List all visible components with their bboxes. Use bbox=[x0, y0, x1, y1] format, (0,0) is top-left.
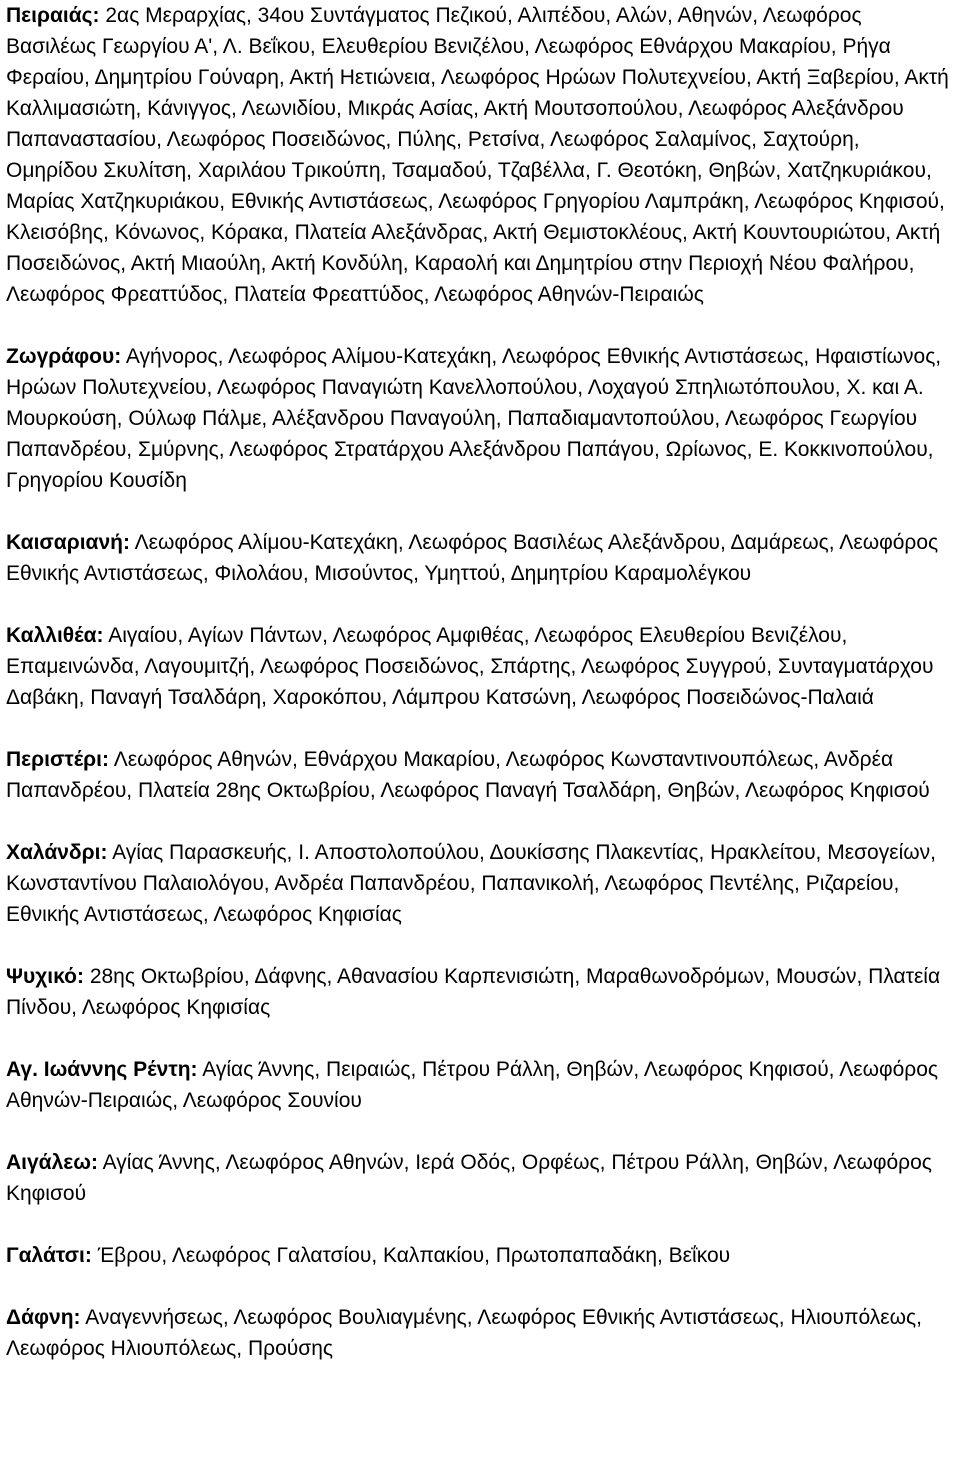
section-aigaleo bbox=[6, 1147, 954, 1209]
street-list: Αιγαίου, Αγίων Πάντων, Λεωφόρος Αμφιθέας, Λεωφόρος Ελευθερίου Βενιζέλου, Επαμεινώνδα, Λαγουμιτζή, Λεωφόρος Ποσειδώνος, Σπάρτης, Λεωφόρος Συγγρού, Συνταγματάρχου Δαβάκη, Παναγή Τσαλδάρη, Χαροκόπου, Λάμπρου Κατσώνη, Λεωφόρος Ποσειδώνος-Παλαιά bbox=[6, 624, 934, 709]
section-peristeri bbox=[6, 744, 954, 806]
area-name: Καισαριανή: bbox=[6, 531, 130, 554]
area-name: Πειραιάς: bbox=[6, 4, 100, 27]
street-list: Αγήνορος, Λεωφόρος Αλίμου-Κατεχάκη, Λεωφόρος Εθνικής Αντιστάσεως, Ηφαιστίωνος, Ηρώων Πολυτεχνείου, Λεωφόρος Παναγιώτη Κανελλοπούλου, Λοχαγού Σπηλιωτόπουλου, Χ. και Α. Μουρκούση, Ούλωφ Πάλμε, Αλέξανδρου Παναγούλη, Παπαδιαμαντοπούλου, Λεωφόρος Γεωργίου Παπανδρέου, Σμύρνης, Λεωφόρος Στρατάρχου Αλεξάνδρου Παπάγου, Ωρίωνος, Ε. Κοκκινοπούλου, Γρηγορίου Κουσίδη bbox=[6, 345, 942, 492]
street-list: Αγίας Άννης, Πειραιώς, Πέτρου Ράλλη, Θηβών, Λεωφόρος Κηφισού, Λεωφόρος Αθηνών-Πειραιώς, Λεωφόρος Σουνίου bbox=[6, 1058, 939, 1112]
document-body bbox=[6, 0, 954, 1364]
area-name: Γαλάτσι: bbox=[6, 1244, 92, 1267]
section-peiraias bbox=[6, 0, 954, 310]
area-name: Περιστέρι: bbox=[6, 748, 109, 771]
area-name: Ζωγράφου: bbox=[6, 345, 122, 368]
section-psychiko bbox=[6, 961, 954, 1023]
section-galatsi bbox=[6, 1240, 954, 1271]
street-list: 2ας Μεραρχίας, 34ου Συντάγματος Πεζικού, Αλιπέδου, Αλών, Αθηνών, Λεωφόρος Βασιλέως Γεωργίου Α', Λ. Βεΐκου, Ελευθερίου Βενιζέλου, Λεωφόρος Εθνάρχου Μακαρίου, Ρήγα Φεραίου, Δημητρίου Γούναρη, Ακτή Ηετιώνεια, Λεωφόρος Ηρώων Πολυτεχνείου, Ακτή Ξαβερίου, Ακτή Καλλιμασιώτη, Κάνιγγος, Λεωνιδίου, Μικράς Ασίας, Ακτή Μουτσοπούλου, Λεωφόρος Αλεξάνδρου Παπαναστασίου, Λεωφόρος Ποσειδώνος, Πύλης, Ρετσίνα, Λεωφόρος Σαλαμίνος, Σαχτούρη, Ομηρίδου Σκυλίτση, Χαριλάου Τρικούπη, Τσαμαδού, Τζαβέλλα, Γ. Θεοτόκη, Θηβών, Χατζηκυριάκου, Μαρίας Χατζηκυριάκου, Εθνικής Αντιστάσεως, Λεωφόρος Γρηγορίου Λαμπράκη, Λεωφόρος Κηφισού, Κλεισόβης, Κόνωνος, Κόρακα, Πλατεία Αλεξάνδρας, Ακτή Θεμιστοκλέους, Ακτή Κουντουριώτου, Ακτή Ποσειδώνος, Ακτή Μιαούλη, Ακτή Κονδύλη, Καραολή και Δημητρίου στην Περιοχή Νέου Φαλήρου, Λεωφόρος Φρεαττύδος, Πλατεία Φρεαττύδος, Λεωφόρος Αθηνών-Πειραιώς bbox=[6, 4, 949, 306]
section-kaisariani bbox=[6, 527, 954, 589]
section-ag-ioannis-renti bbox=[6, 1054, 954, 1116]
section-dafni bbox=[6, 1302, 954, 1364]
area-name: Δάφνη: bbox=[6, 1306, 81, 1329]
street-list: Λεωφόρος Αλίμου-Κατεχάκη, Λεωφόρος Βασιλέως Αλεξάνδρου, Δαμάρεως, Λεωφόρος Εθνικής Αντιστάσεως, Φιλολάου, Μισούντος, Υμηττού, Δημητρίου Καραμολέγκου bbox=[6, 531, 939, 585]
section-kallithea bbox=[6, 620, 954, 713]
area-name: Καλλιθέα: bbox=[6, 624, 104, 647]
street-list: Αγίας Παρασκευής, Ι. Αποστολοπούλου, Δουκίσσης Πλακεντίας, Ηρακλείτου, Μεσογείων, Κωνσταντίνου Παλαιολόγου, Ανδρέα Παπανδρέου, Παπανικολή, Λεωφόρος Πεντέλης, Ριζαρείου, Εθνικής Αντιστάσεως, Λεωφόρος Κηφισίας bbox=[6, 841, 936, 926]
street-list: Λεωφόρος Αθηνών, Εθνάρχου Μακαρίου, Λεωφόρος Κωνσταντινουπόλεως, Ανδρέα Παπανδρέου, Πλατεία 28ης Οκτωβρίου, Λεωφόρος Παναγή Τσαλδάρη, Θηβών, Λεωφόρος Κηφισού bbox=[6, 748, 930, 802]
area-name: Αγ. Ιωάννης Ρέντη: bbox=[6, 1058, 198, 1081]
street-list: Έβρου, Λεωφόρος Γαλατσίου, Καλπακίου, Πρωτοπαπαδάκη, Βεΐκου bbox=[97, 1244, 731, 1267]
street-list: Αγίας Άννης, Λεωφόρος Αθηνών, Ιερά Οδός, Ορφέως, Πέτρου Ράλλη, Θηβών, Λεωφόρος Κηφισού bbox=[6, 1151, 932, 1205]
street-list: 28ης Οκτωβρίου, Δάφνης, Αθανασίου Καρπενισιώτη, Μαραθωνοδρόμων, Μουσών, Πλατεία Πίνδου, Λεωφόρος Κηφισίας bbox=[6, 965, 941, 1019]
section-zografou bbox=[6, 341, 954, 496]
area-name: Αιγάλεω: bbox=[6, 1151, 98, 1174]
section-chalandri bbox=[6, 837, 954, 930]
area-name: Ψυχικό: bbox=[6, 965, 84, 988]
street-list: Αναγεννήσεως, Λεωφόρος Βουλιαγμένης, Λεωφόρος Εθνικής Αντιστάσεως, Ηλιουπόλεως, Λεωφόρος Ηλιουπόλεως, Προύσης bbox=[6, 1306, 922, 1360]
area-name: Χαλάνδρι: bbox=[6, 841, 108, 864]
